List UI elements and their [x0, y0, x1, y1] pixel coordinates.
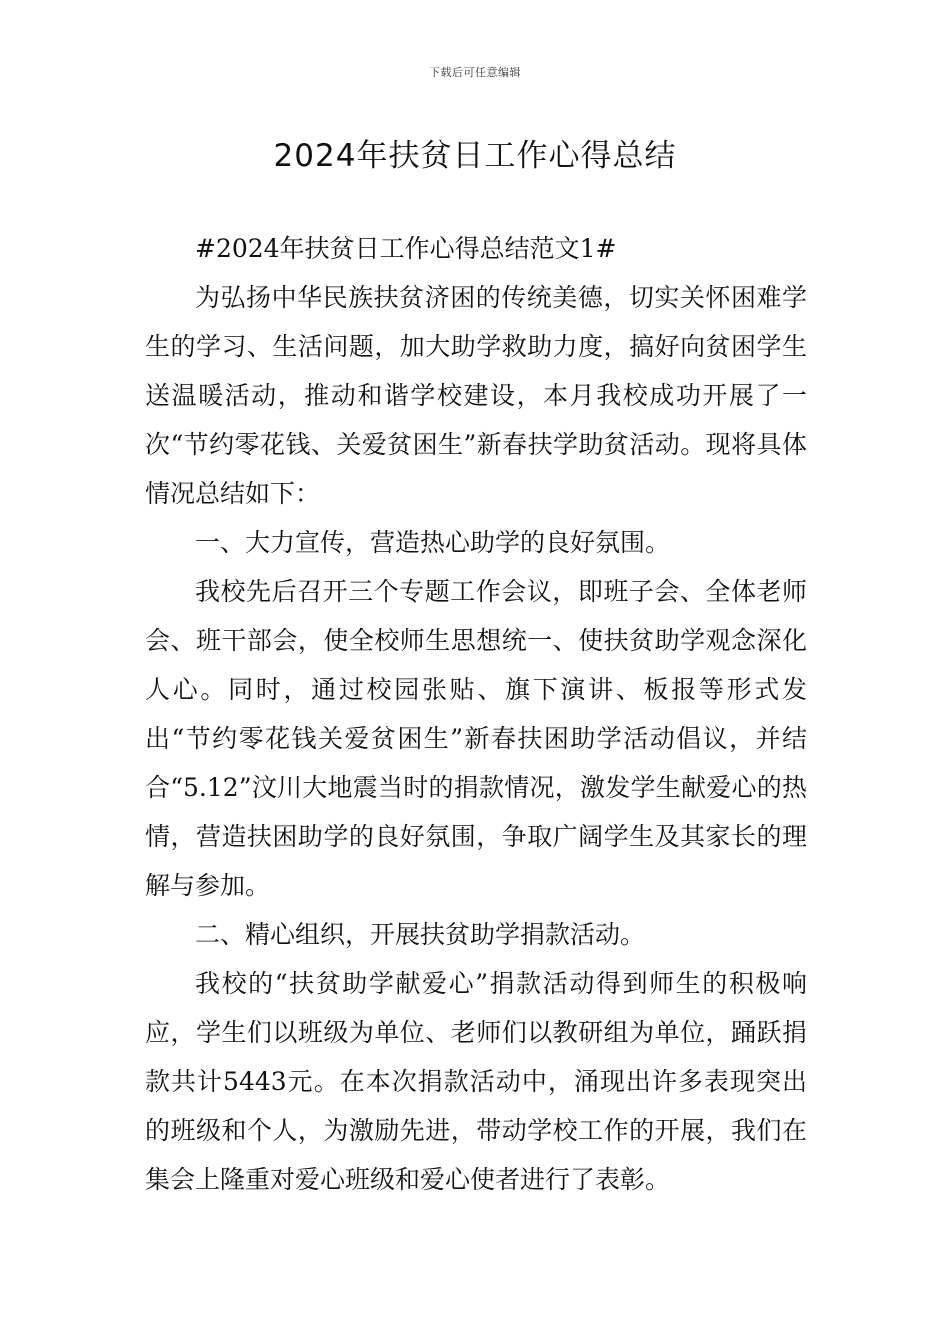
header-note: 下载后可任意编辑 — [429, 66, 521, 79]
document-body — [145, 224, 807, 1204]
section-subtitle: #2024年扶贫日工作心得总结范文1# — [195, 234, 617, 263]
heading-section-1: 一、大力宣传，营造热心助学的良好氛围。 — [195, 528, 671, 557]
document-title: 2024年扶贫日工作心得总结 — [273, 138, 677, 174]
paragraph-intro: 为弘扬中华民族扶贫济困的传统美德，切实关怀困难学生的学习、生活问题，加大助学救助力度，搞好向贫困学生送温暖活动，推动和谐学校建设，本月我校成功开展了一次“节约零花钱、关爱贫困生”新春扶学助贫活动。现将具体情况总结如下： — [145, 283, 807, 508]
paragraph-section-2: 我校的“扶贫助学献爱心”捐款活动得到师生的积极响应，学生们以班级为单位、老师们以教研组为单位，踊跃捐款共计5443元。在本次捐款活动中，涌现出许多表现突出的班级和个人，为激励先进，带动学校工作的开展，我们在集会上隆重对爱心班级和爱心使者进行了表彰。 — [145, 969, 807, 1194]
heading-section-2: 二、精心组织，开展扶贫助学捐款活动。 — [195, 920, 646, 949]
paragraph-section-1: 我校先后召开三个专题工作会议，即班子会、全体老师会、班干部会，使全校师生思想统一、使扶贫助学观念深化人心。同时，通过校园张贴、旗下演讲、板报等形式发出“节约零花钱关爱贫困生”新春扶困助学活动倡议，并结合“5.12”汶川大地震当时的捐款情况，激发学生献爱心的热情，营造扶困助学的良好氛围，争取广阔学生及其家长的理解与参加。 — [145, 577, 807, 900]
